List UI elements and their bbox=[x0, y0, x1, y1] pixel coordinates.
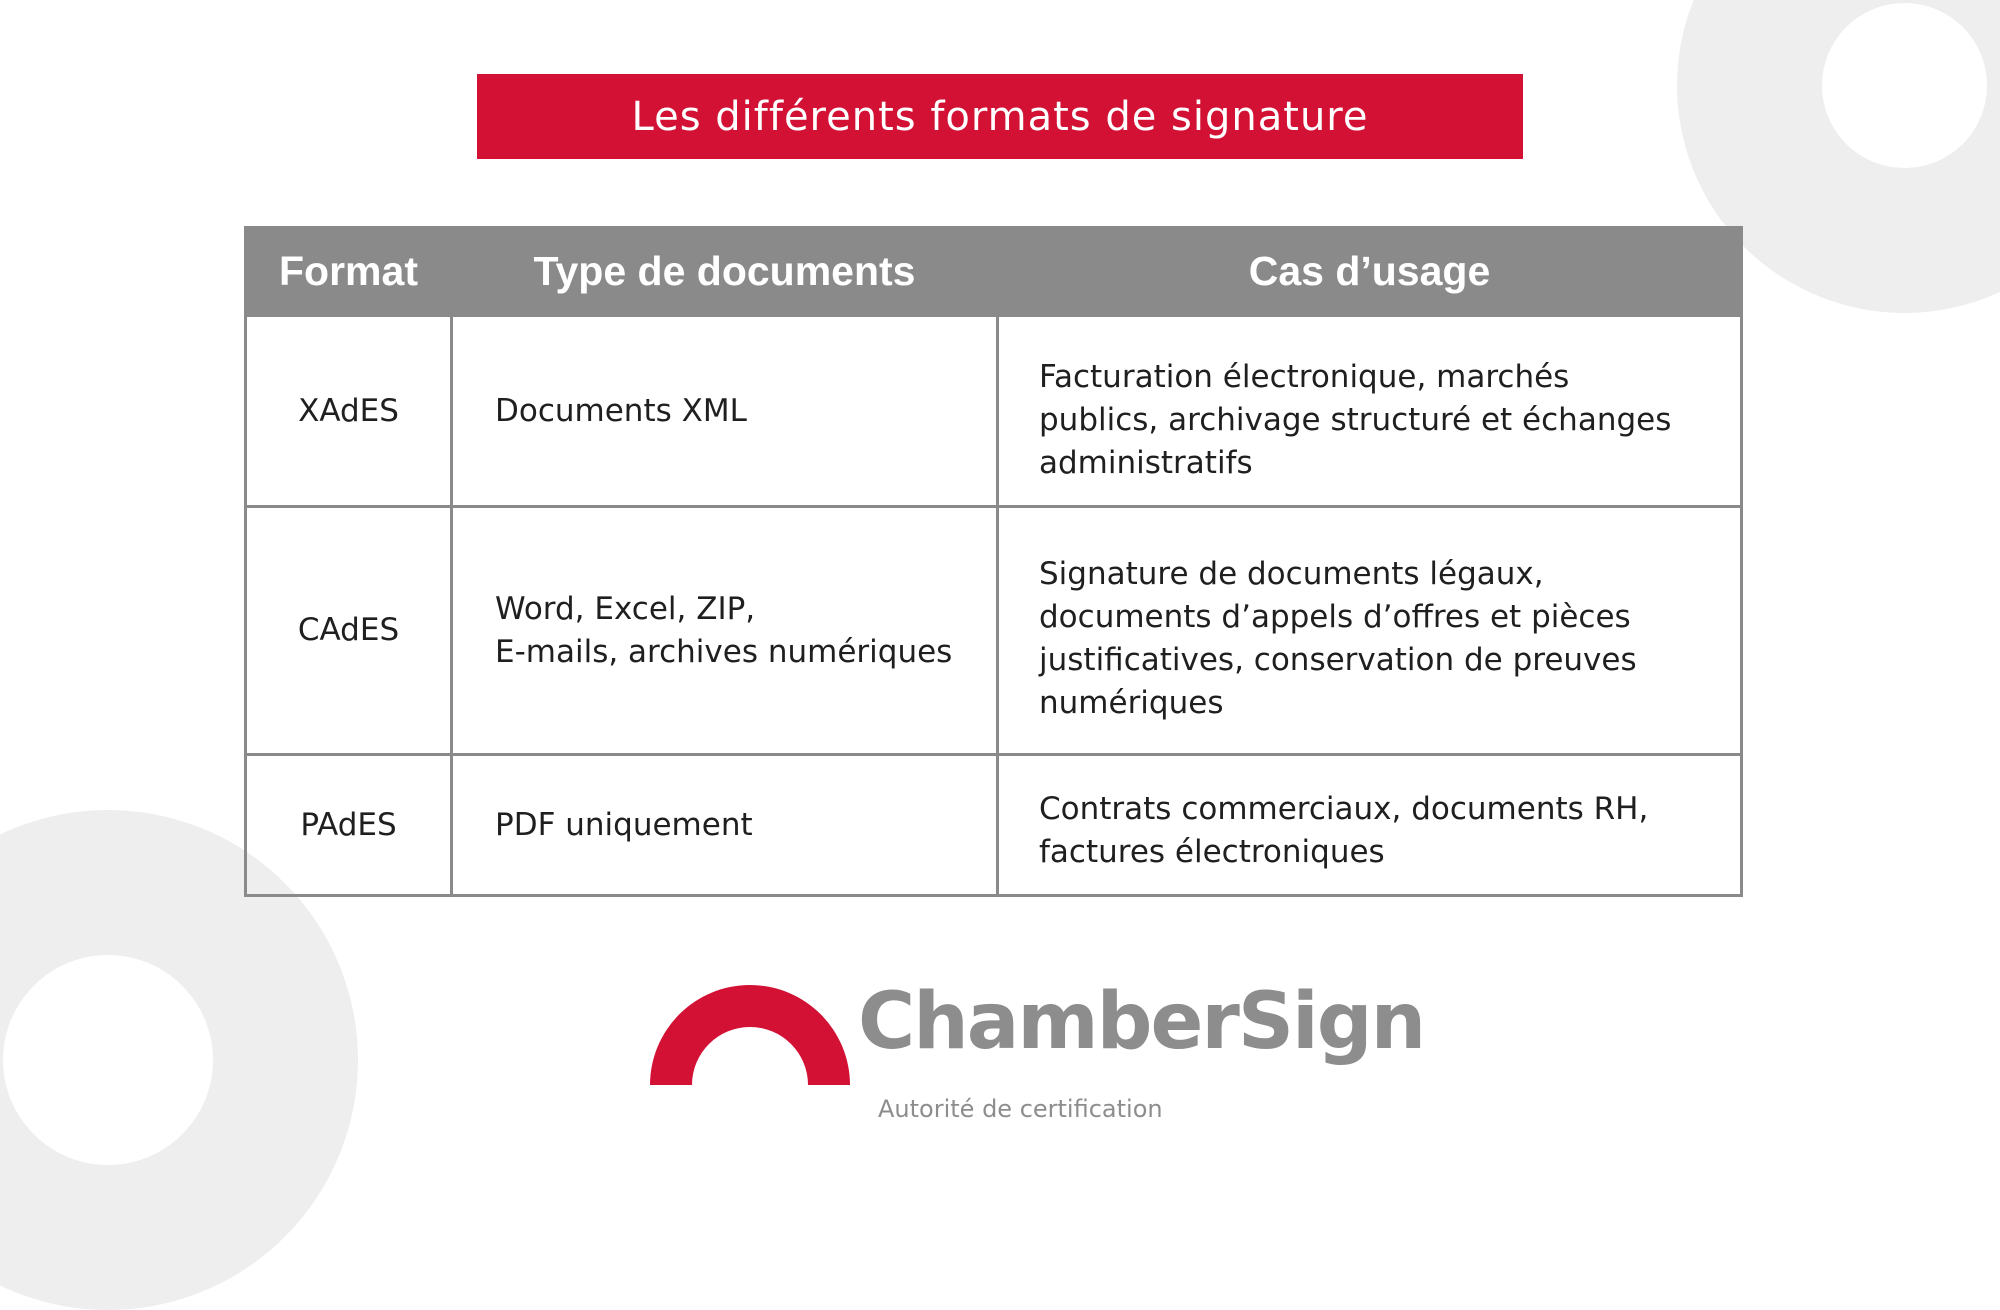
usage-cell bbox=[998, 755, 1742, 896]
table-row-xades bbox=[246, 316, 1742, 507]
column-header-documents: Type de documents bbox=[452, 228, 998, 316]
logo-arc-icon bbox=[650, 985, 850, 1085]
usage-line: administratifs bbox=[1039, 445, 1253, 481]
usage-line: Contrats commerciaux, documents RH, bbox=[1039, 790, 1649, 827]
usage-line: factures électroniques bbox=[1039, 833, 1385, 870]
usage-line: documents d’appels d’offres et pièces bbox=[1039, 599, 1631, 635]
documents-cell bbox=[452, 507, 998, 755]
documents-cell bbox=[452, 755, 998, 896]
column-header-format: Format bbox=[246, 228, 452, 316]
usage-line: publics, archivage structuré et échanges bbox=[1039, 402, 1672, 438]
documents-cell bbox=[452, 316, 998, 507]
page-title: Les différents formats de signature bbox=[477, 74, 1523, 159]
usage-line: Facturation électronique, marchés bbox=[1039, 359, 1570, 395]
format-cell: CAdES bbox=[246, 507, 452, 755]
logo-tagline: Autorité de certification bbox=[878, 1095, 1163, 1123]
table-row-cades bbox=[246, 507, 1742, 755]
logo-wordmark: ChamberSign bbox=[858, 977, 1425, 1067]
table-row-pades bbox=[246, 755, 1742, 896]
usage-line: justificatives, conservation de preuves bbox=[1039, 642, 1637, 678]
usage-line: Signature de documents légaux, bbox=[1039, 556, 1544, 592]
chambersign-logo bbox=[650, 977, 1425, 1125]
documents-line: Documents XML bbox=[495, 392, 747, 429]
signature-formats-table bbox=[244, 226, 1743, 897]
format-cell: XAdES bbox=[246, 316, 452, 507]
column-header-usage: Cas d’usage bbox=[998, 228, 1742, 316]
usage-cell bbox=[998, 316, 1742, 507]
documents-line: E-mails, archives numériques bbox=[495, 633, 953, 670]
documents-line: PDF uniquement bbox=[495, 806, 753, 843]
usage-line: numériques bbox=[1039, 685, 1224, 721]
format-cell: PAdES bbox=[246, 755, 452, 896]
documents-line: Word, Excel, ZIP, bbox=[495, 590, 756, 627]
table-header-row bbox=[246, 228, 1742, 316]
usage-cell bbox=[998, 507, 1742, 755]
